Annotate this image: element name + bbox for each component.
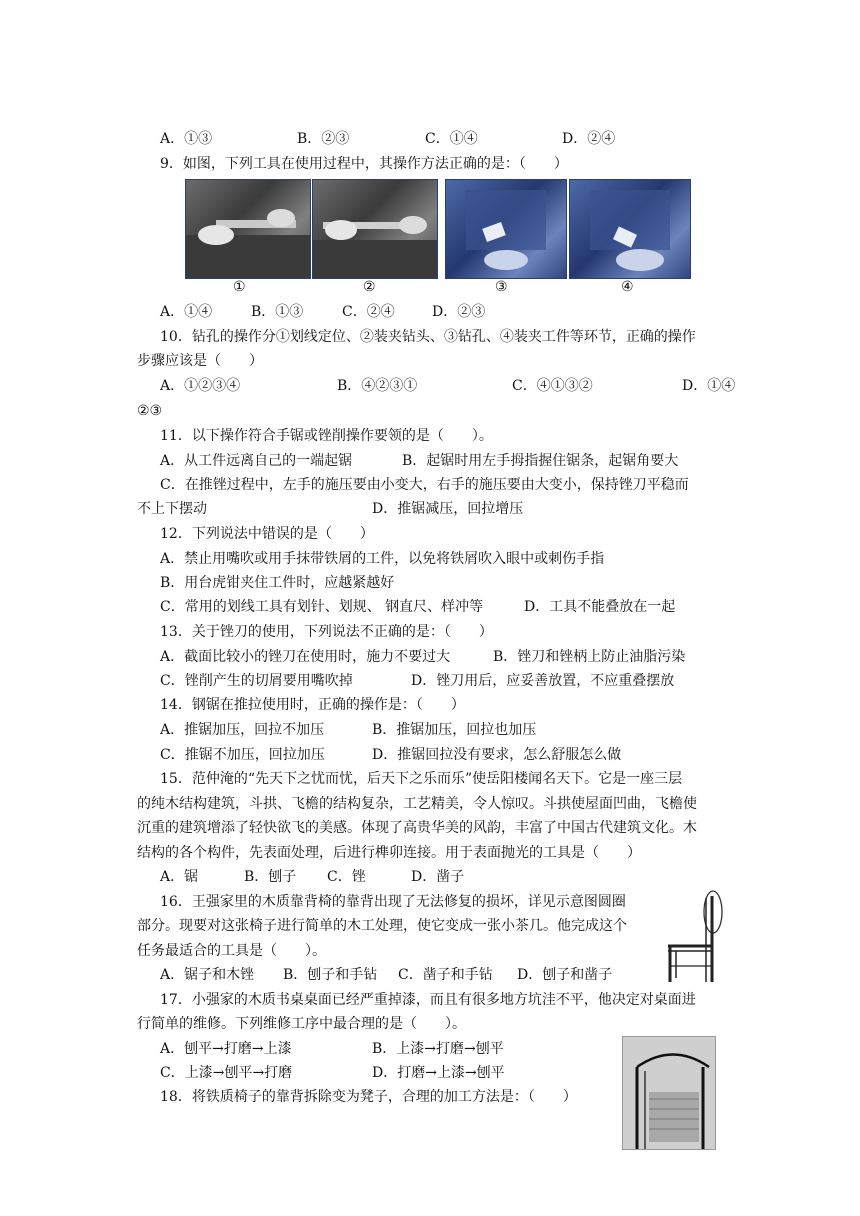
q14-stem: 14．钢锯在推拉使用时，正确的操作是：（ ） (160, 697, 465, 713)
q13-option-b: B．锉刀和锉柄上防止油脂污染 (493, 649, 686, 665)
q9-photo-1 (185, 179, 311, 279)
metal-chair-illustration (623, 1037, 715, 1149)
q11-stem: 11．以下操作符合手锯或锉削操作要领的是（ ）。 (160, 428, 493, 444)
q9-photo-3 (445, 179, 567, 279)
q10-stem-line2: 步骤应该是（ ） (137, 353, 263, 369)
q15-option-a: A．锯 (160, 869, 199, 885)
q16-stem-line2: 部分。现要对这张椅子进行简单的木工处理，使它变成一张小茶几。他完成这个 (137, 918, 627, 934)
q15-stem-line2: 的纯木结构建筑，斗拱、飞檐的结构复杂，工艺精美，令人惊叹。斗拱使屋面凹曲，飞檐使 (137, 796, 697, 812)
vise-hand-illustration (570, 180, 690, 278)
q10-stem-line1: 10．钻孔的操作分①划线定位、②装夹钻头、③钻孔、④装夹工件等环节，正确的操作 (160, 329, 696, 345)
q16-option-d: D．刨子和凿子 (517, 967, 613, 983)
q17-option-a: A．刨平→打磨→上漆 (160, 1041, 292, 1057)
q10-option-a: A．①②③④ (160, 378, 241, 394)
q9-label-4: ④ (621, 279, 634, 295)
q8-option-a: A．①③ (160, 131, 213, 147)
q9-option-d: D．②③ (432, 304, 486, 320)
q9-photo-2 (312, 179, 438, 279)
q11-option-c-line1: C．在推锉过程中，左手的施压要由小变大，右手的施压要由大变小，保持锉刀平稳而 (160, 477, 689, 493)
q9-stem: 9．如图，下列工具在使用过程中，其操作方法正确的是：（ ） (160, 156, 568, 172)
q11-option-d: D．推锯减压，回拉增压 (372, 501, 524, 517)
q10-option-d-continued: ②③ (137, 403, 163, 419)
q10-option-c: C．④①③② (512, 378, 593, 394)
q17-option-b: B．上漆→打磨→刨平 (372, 1041, 504, 1057)
q17-stem-line1: 17．小强家的木质书桌桌面已经严重掉漆，而且有很多地方坑洼不平，他决定对桌面进 (160, 992, 696, 1008)
q10-option-d: D．①④ (682, 378, 736, 394)
q15-stem-line1: 15．范仲淹的“先天下之忧而忧，后天下之乐而乐”使岳阳楼闻名天下。它是一座三层 (160, 771, 683, 787)
q8-option-d: D．②④ (562, 131, 616, 147)
q12-stem: 12．下列说法中错误的是（ ） (160, 526, 374, 542)
q16-option-c: C．凿子和手钻 (398, 967, 493, 983)
q14-option-a: A．推锯加压，回拉不加压 (160, 722, 325, 738)
q14-option-b: B．推锯加压，回拉也加压 (372, 722, 537, 738)
q13-option-a: A．截面比较小的锉刀在使用时，施力不要过大 (160, 649, 451, 665)
q16-stem-line1: 16．王强家里的木质靠背椅的靠背出现了无法修复的损坏，详见示意图圆圈 (160, 894, 626, 910)
q18-stem: 18．将铁质椅子的靠背拆除变为凳子，合理的加工方法是：（ ） (160, 1089, 577, 1105)
q15-stem-line4: 结构的各个构件，先表面处理，后进行榫卯连接。用于表面抛光的工具是（ ） (137, 845, 641, 861)
q14-option-d: D．推锯回拉没有要求，怎么舒服怎么做 (372, 747, 622, 763)
q13-option-d: D．锉刀用后，应妥善放置，不应重叠摆放 (411, 673, 675, 689)
q15-option-d: D．凿子 (411, 869, 465, 885)
q9-label-2: ② (363, 279, 376, 295)
q11-option-a: A．从工件远离自己的一端起锯 (160, 453, 353, 469)
hacksaw-hand-illustration (186, 180, 310, 278)
q12-option-c: C．常用的划线工具有划针、划规、 钢直尺、样冲等 (160, 599, 484, 615)
q9-label-3: ③ (495, 279, 508, 295)
q11-option-c-line2: 不上下摆动 (137, 501, 207, 517)
q9-option-a: A．①④ (160, 304, 213, 320)
q13-option-c: C．锉削产生的切屑要用嘴吹掉 (160, 673, 353, 689)
q9-label-1: ① (233, 279, 246, 295)
q15-stem-line3: 沉重的建筑增添了轻快欲飞的美感。体现了高贵华美的风韵，丰富了中国古代建筑文化。木 (137, 820, 697, 836)
q8-option-c: C．①④ (425, 131, 478, 147)
q9-option-b: B．①③ (251, 304, 304, 320)
q15-option-b: B．刨子 (244, 869, 297, 885)
q16-option-b: B．刨子和手钻 (283, 967, 378, 983)
q9-photo-4 (569, 179, 691, 279)
q14-option-c: C．推锯不加压，回拉加压 (160, 747, 325, 763)
metal-chair-photo (622, 1036, 716, 1150)
q16-option-a: A．锯子和木锉 (160, 967, 255, 983)
q8-option-b: B．②③ (297, 131, 350, 147)
q11-option-b: B．起锯时用左手拇指握住锯条，起锯角要大 (402, 453, 679, 469)
vise-hand-illustration (446, 180, 566, 278)
q9-option-c: C．②④ (342, 304, 395, 320)
q17-option-c: C．上漆→刨平→打磨 (160, 1065, 293, 1081)
q10-option-b: B．④②③① (337, 378, 418, 394)
wooden-chair-diagram (662, 890, 724, 985)
q13-stem: 13．关于锉刀的使用，下列说法不正确的是：（ ） (160, 624, 493, 640)
q16-stem-line3: 任务最适合的工具是（ ）。 (137, 943, 326, 959)
q15-option-c: C．锉 (327, 869, 366, 885)
q12-option-b: B．用台虎钳夹住工件时，应越紧越好 (160, 575, 395, 591)
q12-option-d: D．工具不能叠放在一起 (524, 599, 676, 615)
q12-option-a: A．禁止用嘴吹或用手抹带铁屑的工件，以免将铁屑吹入眼中或刺伤手指 (160, 551, 605, 567)
q17-stem-line2: 行简单的维修。下列维修工序中最合理的是（ ）。 (137, 1016, 466, 1032)
file-hand-illustration (313, 180, 437, 278)
q17-option-d: D．打磨→上漆→刨平 (372, 1065, 505, 1081)
